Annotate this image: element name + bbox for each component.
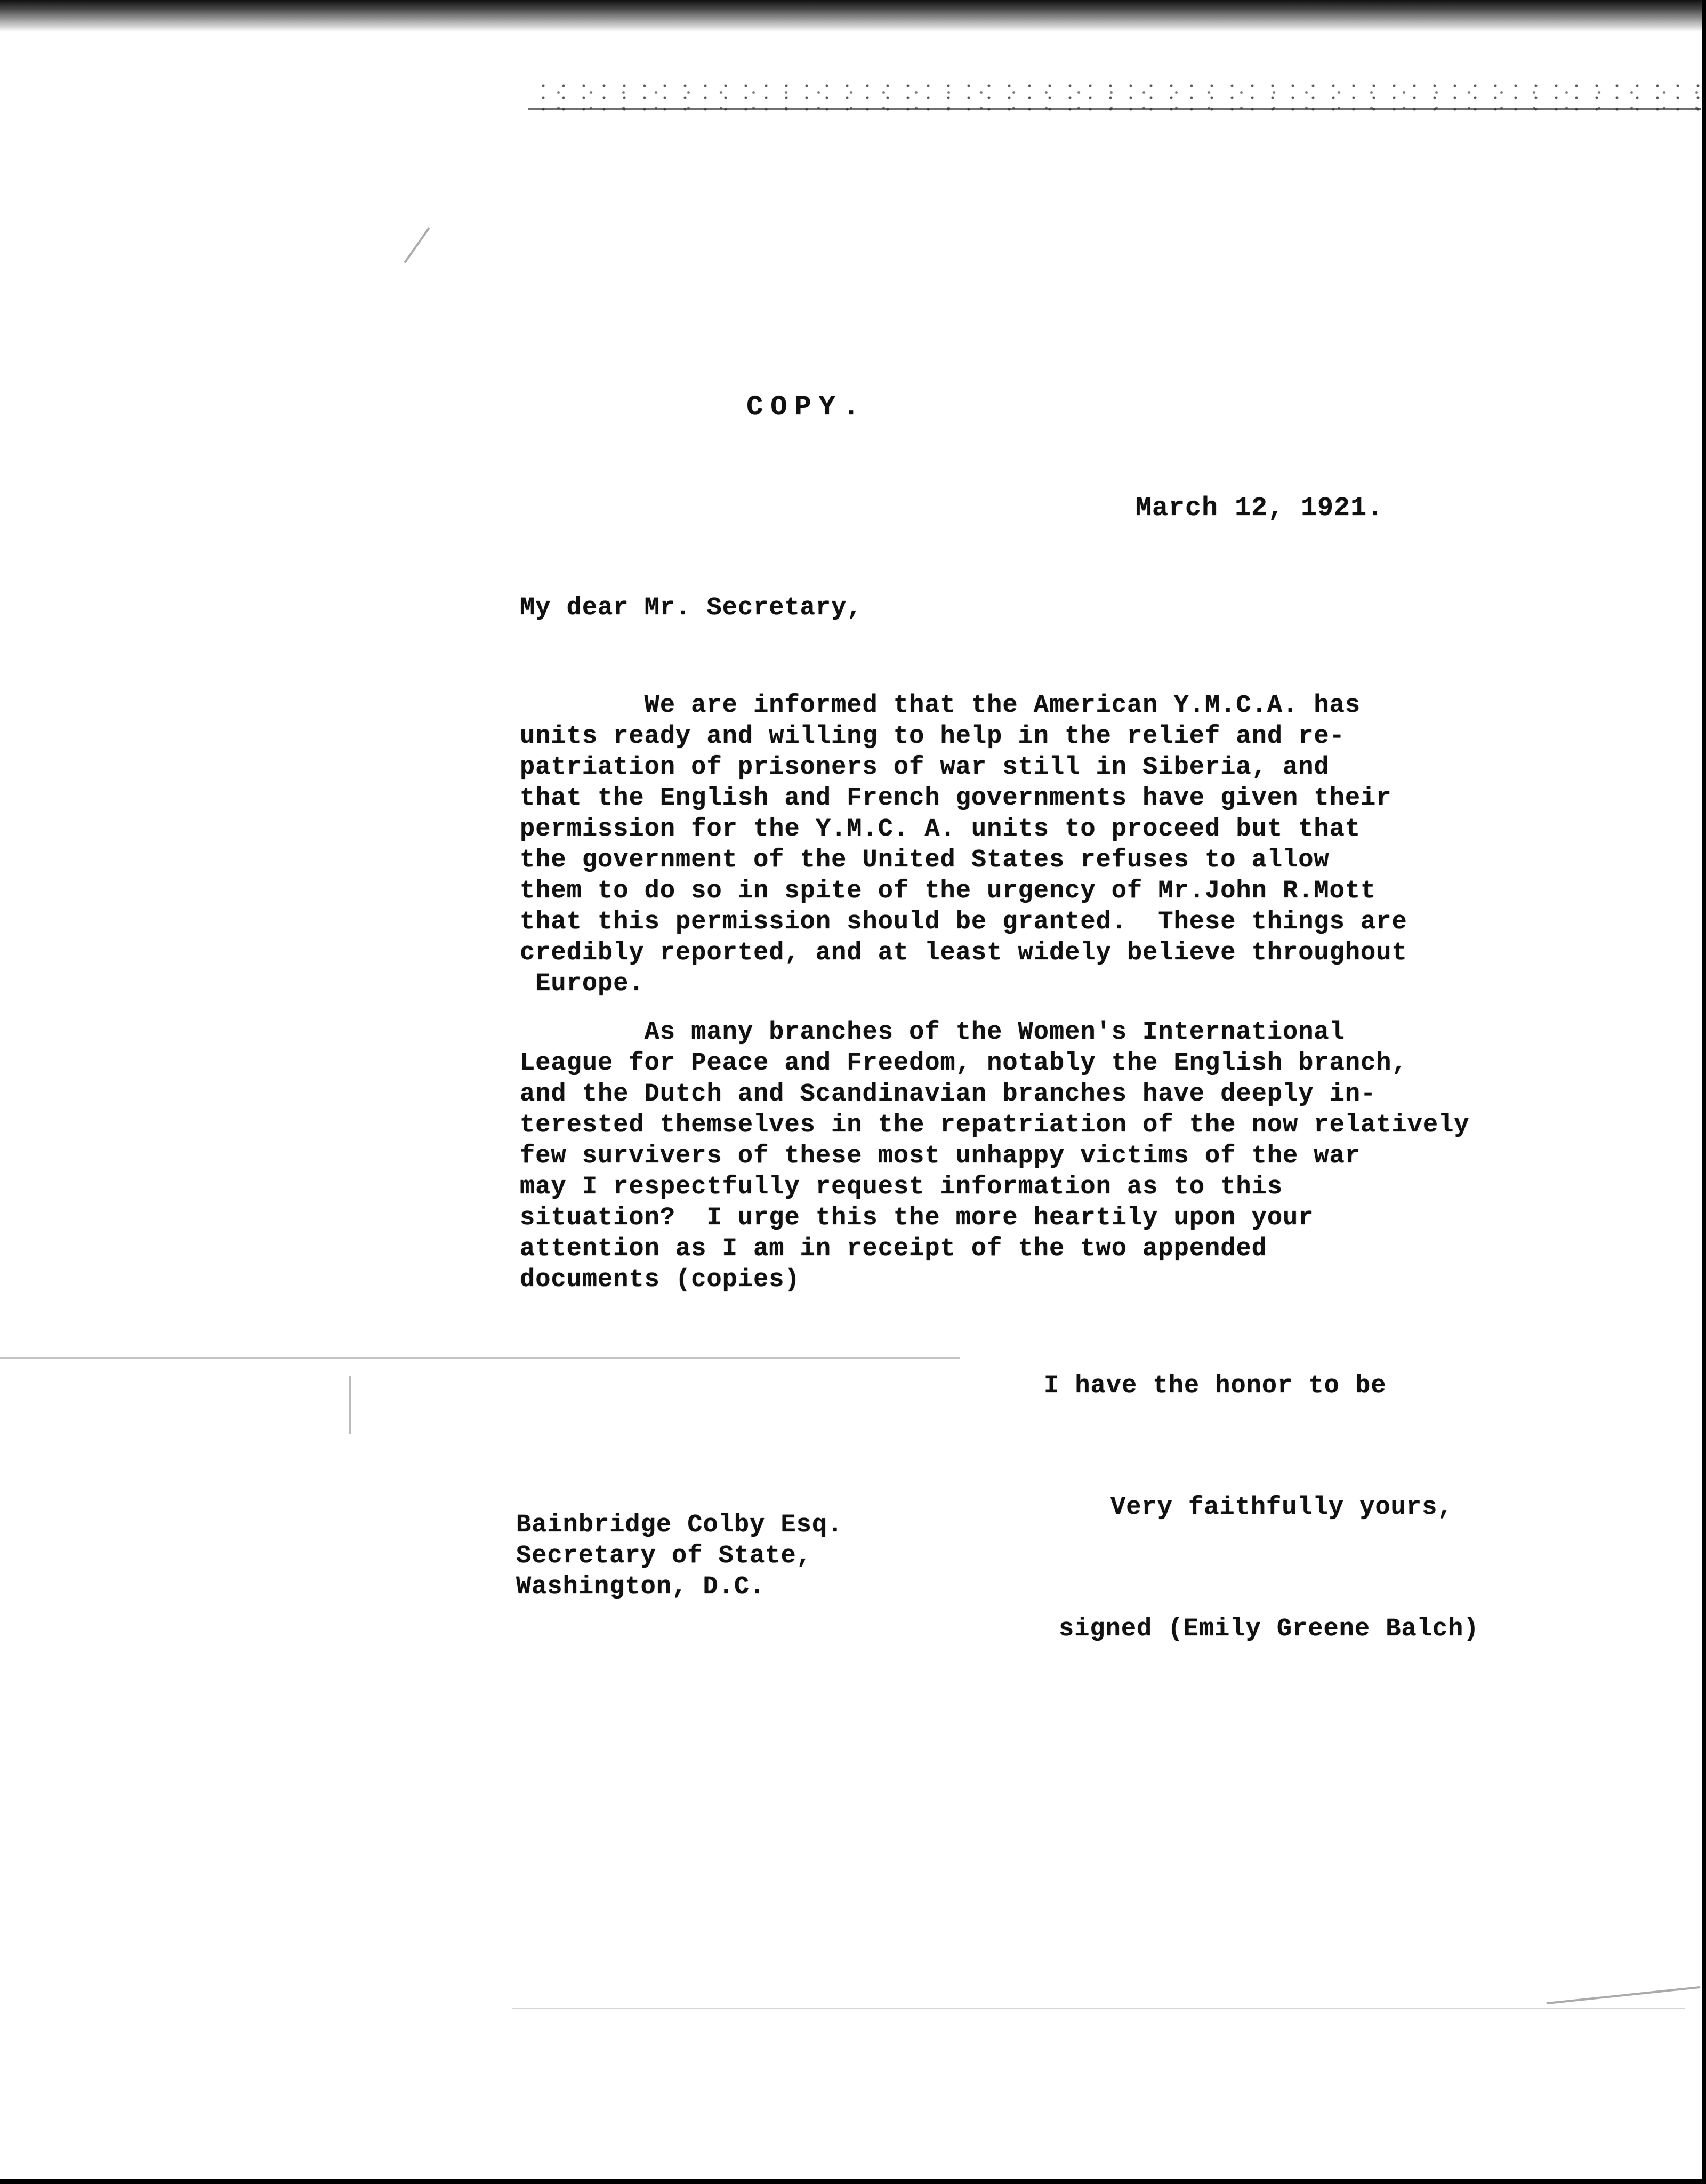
address-line: Bainbridge Colby Esq. — [516, 1511, 843, 1539]
scan-mark — [404, 227, 430, 263]
paragraph-line: few survivers of these most unhappy victims of the war — [520, 1142, 1361, 1170]
scan-right-border — [1702, 0, 1706, 2184]
scan-top-line — [528, 108, 1701, 110]
closing-line: I have the honor to be — [1044, 1372, 1387, 1400]
scan-mark — [1547, 1986, 1701, 2004]
paragraph-line: patriation of prisoners of war still in Siberia, and — [520, 753, 1330, 782]
signature-line: signed (Emily Greene Balch) — [1059, 1615, 1479, 1643]
paragraph-line: As many branches of the Women's International — [520, 1018, 1345, 1047]
scan-bottom-border — [0, 2179, 1706, 2184]
paragraph-1 — [520, 690, 1586, 1000]
paragraph-line: that this permission should be granted. These things are — [520, 908, 1407, 936]
paragraph-2 — [520, 1017, 1586, 1296]
paragraph-line: units ready and willing to help in the relief and re- — [520, 722, 1345, 751]
scan-noise-band — [533, 80, 1706, 112]
paragraph-line: League for Peace and Freedom, notably the English branch, — [520, 1049, 1407, 1078]
paragraph-line: the government of the United States refuses to allow — [520, 846, 1330, 874]
paragraph-line: credibly reported, and at least widely believe throughout — [520, 939, 1407, 967]
paragraph-line: Europe. — [520, 970, 645, 998]
paragraph-line: them to do so in spite of the urgency of Mr.John R.Mott — [520, 877, 1377, 905]
recipient-address — [516, 1510, 843, 1603]
address-line: Washington, D.C. — [516, 1573, 766, 1601]
paragraph-line: may I respectfully request information as to this — [520, 1173, 1283, 1201]
address-line: Secretary of State, — [516, 1542, 812, 1570]
paragraph-line: permission for the Y.M.C. A. units to proceed but that — [520, 815, 1361, 844]
paragraph-line: documents (copies) — [520, 1266, 800, 1294]
closing-block — [1044, 1309, 1479, 1736]
paragraph-line: terested themselves in the repatriation of the now relatively — [520, 1111, 1470, 1139]
paragraph-line: situation? I urge this the more heartily upon your — [520, 1204, 1314, 1232]
paragraph-line: and the Dutch and Scandinavian branches have deeply in- — [520, 1080, 1377, 1109]
scan-mark — [349, 1376, 351, 1434]
paragraph-line: attention as I am in receipt of the two appended — [520, 1235, 1267, 1263]
paragraph-line: that the English and French governments have given their — [520, 784, 1392, 813]
letter-date: March 12, 1921. — [1136, 493, 1384, 524]
salutation: My dear Mr. Secretary, — [520, 594, 863, 622]
closing-line: Very faithfully yours, — [1110, 1494, 1453, 1522]
scan-mark — [512, 2008, 1685, 2009]
copy-heading: COPY. — [746, 391, 867, 423]
scan-mark — [0, 1357, 960, 1359]
paragraph-line: We are informed that the American Y.M.C.A. has — [520, 692, 1361, 720]
